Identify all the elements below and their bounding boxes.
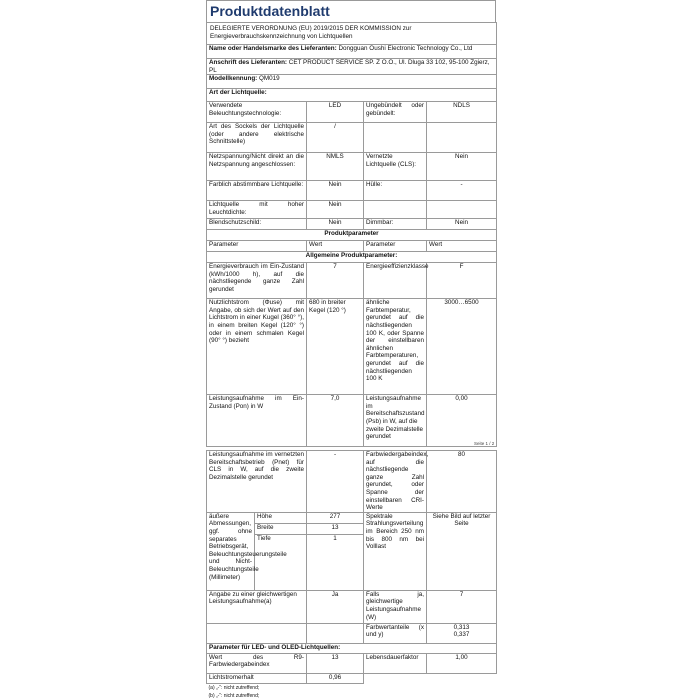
product-params-heading: Produktparameter	[207, 230, 497, 241]
table-row	[207, 123, 497, 153]
param-label: Energieverbrauch im Ein-Zustand (kWh/1000 h), auf die nächstliegende ganze Zahl gerundet	[207, 263, 307, 299]
param-value: 7	[307, 263, 364, 299]
param-label: Leistungsaufnahme im vernetzten Bereitschaftsbetrieb (Pnet) für CLS in W, auf die zweite Dezimalstelle gerundet	[207, 451, 307, 513]
param-value: 80	[427, 451, 497, 513]
table-row	[207, 395, 497, 447]
param-value: -	[307, 451, 364, 513]
table-row	[207, 673, 497, 683]
table-row	[207, 263, 497, 299]
param-value: LED	[307, 102, 364, 123]
dimension-label: Tiefe	[255, 534, 307, 590]
param-label: äußere Abmessungen, ggf. ohne separates Betriebsgerät, Beleuchtungsteuerungsteile und Nicht-Beleuchtungsteile (Millimeter)	[207, 512, 255, 590]
param-value: /	[307, 123, 364, 153]
model-value: QM019	[259, 75, 280, 83]
table-row	[207, 512, 497, 523]
param-value: 0,00	[427, 395, 497, 447]
dimension-label: Höhe	[255, 512, 307, 523]
dimension-value: 1	[307, 534, 364, 590]
param-label: Art des Sockels der Lichtquelle (oder andere elektrische Schnittstelle)	[207, 123, 307, 153]
table-row	[207, 451, 497, 513]
table-row	[207, 153, 497, 181]
param-label: Lebensdauerfaktor	[364, 653, 427, 673]
param-label: Lichtstromerhalt	[207, 673, 307, 683]
table-row	[207, 590, 497, 623]
param-label: Farbwiedergabeindex, auf die nächstliegende ganze Zahl gerundet, oder Spanne der einstellbaren CRI-Werte	[364, 451, 427, 513]
supplier-address-label: Anschrift des Lieferanten:	[209, 59, 288, 66]
supplier-name-label: Name oder Handelsmarke des Lieferanten:	[209, 45, 337, 52]
param-value	[427, 201, 497, 219]
param-value: 13	[307, 653, 364, 673]
page-number: Seite 1 / 2	[474, 441, 495, 446]
table-row	[207, 102, 497, 123]
table-row	[207, 623, 497, 643]
dimension-label: Breite	[255, 523, 307, 534]
table-row	[207, 299, 497, 395]
param-label: Farbwertanteile (x und y)	[364, 623, 427, 643]
param-label: Wert des R9-Farbwiedergabeindex	[207, 653, 307, 673]
chroma-y: 0,337	[453, 631, 470, 639]
page-title: Produktdatenblatt	[206, 0, 496, 22]
param-label: Blendschutzschild:	[207, 219, 307, 230]
param-value: Nein	[427, 219, 497, 230]
dimension-value: 277	[307, 512, 364, 523]
table-row	[207, 219, 497, 230]
supplier-name-row	[207, 45, 497, 59]
supplier-name: Dongguan Oushi Electronic Technology Co., Ltd	[338, 45, 473, 52]
param-value: Nein	[307, 219, 364, 230]
column-header: Parameter	[207, 241, 307, 252]
param-label: Leistungsaufnahme im Bereitschaftszustand (Psb) in W, auf die zweite Dezimalstelle gerundet	[364, 395, 427, 447]
column-header: Wert	[427, 241, 497, 252]
datasheet-table-1	[206, 22, 497, 447]
param-label: Vernetzte Lichtquelle (CLS):	[364, 153, 427, 181]
param-value: 1,00	[427, 653, 497, 673]
param-value: -	[427, 181, 497, 201]
param-value: 3000…6500	[427, 299, 497, 395]
datasheet-page-1	[206, 0, 496, 441]
datasheet-table-2	[206, 450, 497, 700]
param-label: Dimmbar:	[364, 219, 427, 230]
supplier-address: CET PRODUCT SERVICE SP. Z O.O., Ul. Dluga 33 102, 95-100 Zgierz, PL	[209, 59, 490, 74]
param-label: Verwendete Beleuchtungstechnologie:	[207, 102, 307, 123]
param-value: 7	[427, 590, 497, 623]
column-header: Wert	[307, 241, 364, 252]
param-value: Siehe Bild auf letzter Seite	[427, 512, 497, 590]
dimension-value: 13	[307, 523, 364, 534]
param-value	[427, 623, 497, 643]
param-label: Nutzlichtstrom (Φuse) mit Angabe, ob sich der Wert auf den Lichtstrom in einer Kugel (360° °), in einem breiten Kegel (120° °) oder in einem schmalen Kegel (90° °) bezieht	[207, 299, 307, 395]
param-value: NMLS	[307, 153, 364, 181]
param-value: Ja	[307, 590, 364, 623]
param-value: Nein	[427, 153, 497, 181]
led-params-heading: Parameter für LED- und OLED-Lichtquellen:	[207, 643, 497, 653]
datasheet-page-2	[206, 450, 496, 700]
param-value: 0,96	[307, 673, 364, 683]
param-value	[427, 123, 497, 153]
param-label: ähnliche Farbtemperatur, gerundet auf die nächstliegenden 100 K, oder Spanne der einstellbaren ähnlichen Farbtemperaturen, gerundet auf die nächstliegenden 100 K	[364, 299, 427, 395]
param-label: Angabe zu einer gleichwertigen Leistungsaufnahme(a)	[207, 590, 307, 623]
param-label: Leistungsaufnahme im Ein-Zustand (Pon) in W	[207, 395, 307, 447]
column-header-row	[207, 241, 497, 252]
model-label: Modellkennung:	[209, 75, 258, 83]
param-value: 680 in breiter Kegel (120 °)	[307, 299, 364, 395]
param-label: Falls ja, gleichwertige Leistungsaufnahme (W)	[364, 590, 427, 623]
table-row	[207, 653, 497, 673]
table-row	[207, 181, 497, 201]
supplier-address-row	[207, 59, 497, 75]
param-label	[364, 201, 427, 219]
param-label: Farblich abstimmbare Lichtquelle:	[207, 181, 307, 201]
chroma-x: 0,313	[453, 623, 470, 631]
param-value: Nein	[307, 181, 364, 201]
column-header: Parameter	[364, 241, 427, 252]
general-params-heading: Allgemeine Produktparameter:	[207, 252, 497, 263]
param-label: Lichtquelle mit hoher Leuchtdichte:	[207, 201, 307, 219]
param-label: Hülle:	[364, 181, 427, 201]
param-label: Spektrale Strahlungsverteilung im Bereich 250 nm bis 800 nm bei Volllast	[364, 512, 427, 590]
model-row	[207, 75, 497, 89]
table-row	[207, 201, 497, 219]
param-label: Ungebündelt oder gebündelt:	[364, 102, 427, 123]
param-value: F	[427, 263, 497, 299]
footnote-b: (b) „-“: nicht zutreffend;	[208, 692, 260, 699]
param-value: Nein	[307, 201, 364, 219]
light-source-type-heading: Art der Lichtquelle:	[207, 89, 497, 102]
footnote-a: (a) „-“: nicht zutreffend;	[208, 684, 260, 691]
param-label	[364, 123, 427, 153]
param-value: 7,0	[307, 395, 364, 447]
param-value: NDLS	[427, 102, 497, 123]
param-label: Energieeffizienzklasse	[364, 263, 427, 299]
param-label: Netzspannung/Nicht direkt an die Netzspannung angeschlossen:	[207, 153, 307, 181]
regulation-intro: DELEGIERTE VERORDNUNG (EU) 2019/2015 DER KOMMISSION zur Energieverbrauchskennzeichnung von Lichtquellen	[207, 23, 497, 45]
